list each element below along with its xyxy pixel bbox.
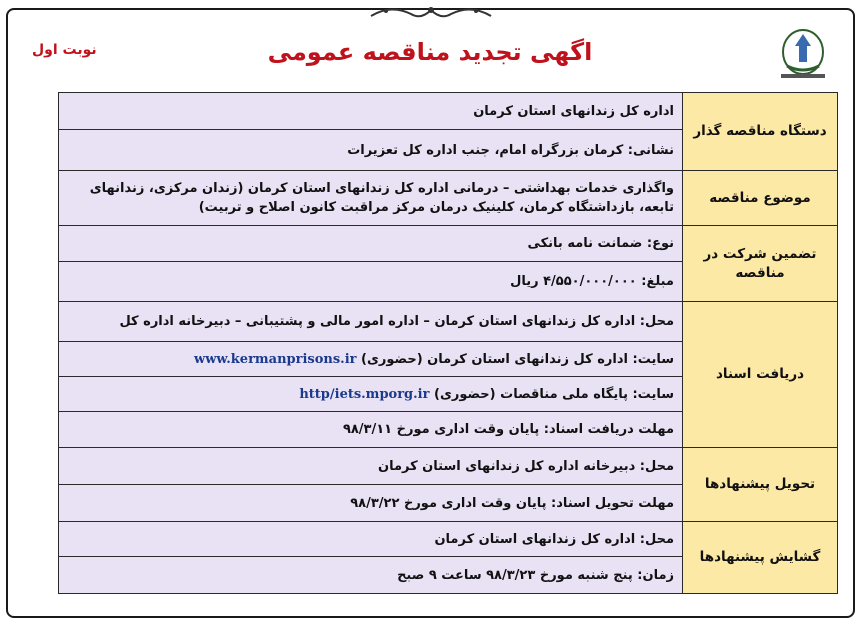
subject-label: موضوع مناقصه — [683, 171, 838, 226]
subject-text: واگذاری خدمات بهداشتی – درمانی اداره کل زندانهای استان کرمان (زندان مرکزی، زندانهای تابعه، بازداشتگاه کرمان، کلینیک درمان مرکز مراقبت کانون اصلاح و تربیت) — [59, 171, 683, 226]
opening-place: محل: اداره کل زندانهای استان کرمان — [59, 522, 683, 557]
docs-site2-link[interactable]: http/iets.mporg.ir — [299, 386, 430, 402]
opening-time: زمان: پنج شنبه مورخ ۹۸/۳/۲۳ ساعت ۹ صبح — [59, 557, 683, 594]
opening-label: گشایش پیشنهادها — [683, 522, 838, 594]
organizer-label: دستگاه مناقصه گذار — [683, 93, 838, 171]
table-row — [59, 448, 838, 485]
round-label: نوبت اول — [32, 42, 97, 58]
table-row — [59, 522, 838, 557]
docs-site2-text: سایت: پایگاه ملی مناقصات (حضوری) — [434, 386, 674, 402]
organizer-name: اداره کل زندانهای استان کرمان — [59, 93, 683, 130]
docs-deadline: مهلت دریافت اسناد: پایان وقت اداری مورخ ۹۸/۳/۱۱ — [59, 412, 683, 448]
organizer-address: نشانی: کرمان بزرگراه امام، جنب اداره کل تعزیرات — [59, 130, 683, 171]
guarantee-amount: مبلغ: ۴/۵۵۰/۰۰۰/۰۰۰ ریال — [59, 262, 683, 302]
docs-place: محل: اداره کل زندانهای استان کرمان – اداره امور مالی و پشتیبانی – دبیرخانه اداره کل — [59, 302, 683, 342]
tender-table — [58, 92, 838, 594]
delivery-place: محل: دبیرخانه اداره کل زندانهای استان کرمان — [59, 448, 683, 485]
delivery-deadline: مهلت تحویل اسناد: پایان وقت اداری مورخ ۹۸/۳/۲۲ — [59, 485, 683, 522]
table-row — [59, 226, 838, 262]
guarantee-type: نوع: ضمانت نامه بانکی — [59, 226, 683, 262]
docs-site1-text: سایت: اداره کل زندانهای استان کرمان (حضوری) — [361, 351, 674, 367]
table-row — [59, 93, 838, 130]
emblem-logo-icon — [773, 22, 833, 82]
top-ornament-icon — [366, 2, 496, 22]
page-title: اگهی تجدید مناقصه عمومی — [267, 38, 593, 66]
docs-site1 — [59, 342, 683, 377]
docs-site2 — [59, 377, 683, 412]
table-row — [59, 302, 838, 342]
delivery-label: تحویل پیشنهادها — [683, 448, 838, 522]
docs-label: دریافت اسناد — [683, 302, 838, 448]
guarantee-label: تضمین شرکت در مناقصه — [683, 226, 838, 302]
table-row — [59, 171, 838, 226]
docs-site1-link[interactable]: www.kermanprisons.ir — [194, 351, 357, 367]
